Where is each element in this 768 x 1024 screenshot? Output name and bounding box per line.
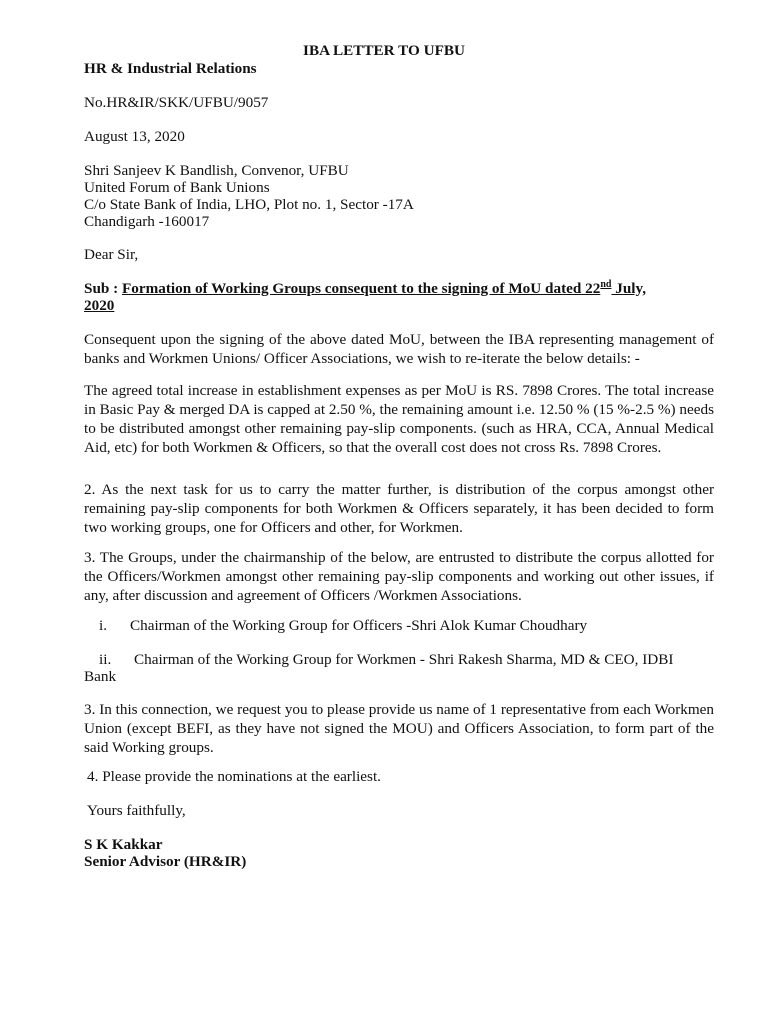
address-line-2: United Forum of Bank Unions: [84, 179, 270, 196]
subject-line-2: [84, 296, 720, 315]
list-text-workmen: Chairman of the Working Group for Workmen - Shri Rakesh Sharma, MD & CEO, IDBI: [134, 651, 674, 668]
signatory-title: Senior Advisor (HR&IR): [84, 853, 247, 870]
letter-title: IBA LETTER TO UFBU: [303, 42, 465, 59]
department-heading: HR & Industrial Relations: [84, 60, 257, 77]
letter-date: August 13, 2020: [84, 128, 185, 145]
paragraph-intro: Consequent upon the signing of the above dated MoU, between the IBA representing management of banks and Workmen Unions/ Officer Associations, we wish to re-iterate the below details: -: [84, 331, 714, 367]
subject-text-end: July,: [611, 280, 647, 297]
list-number-i: i.: [99, 617, 108, 634]
list-text-officers: Chairman of the Working Group for Officers -Shri Alok Kumar Choudhary: [130, 617, 588, 634]
paragraph-next-task: 2. As the next task for us to carry the matter further, is distribution of the corpus amongst other remaining pay-slip components for both Workmen & Officers separately, it has been decided to form two working groups, one for Officers and other, for Workmen.: [84, 481, 714, 536]
salutation: Dear Sir,: [84, 246, 139, 263]
paragraph-groups: 3. The Groups, under the chairmanship of the below, are entrusted to distribute the corpus allotted for the Officers/Workmen amongst other remaining pay-slip components and working out other issues, if any, after discussion and agreement of Officers /Workmen Associations.: [84, 549, 714, 604]
subject-text: Formation of Working Groups consequent to the signing of MoU dated 22: [122, 280, 601, 297]
address-line-1: Shri Sanjeev K Bandlish, Convenor, UFBU: [84, 162, 349, 179]
paragraph-expenses: The agreed total increase in establishment expenses as per MoU is RS. 7898 Crores. The total increase in Basic Pay & merged DA is capped at 2.50 %, the remaining amount i.e. 12.50 % (15 %-2.5 %) needs to be distributed amongst other remaining pay-slip components. (such as HRA, CCA, Annual Medical Aid, etc) for both Workmen & Officers, so that the overall cost does not cross Rs. 7898 Crores.: [84, 382, 714, 456]
closing: Yours faithfully,: [87, 802, 186, 819]
paragraph-request: 3. In this connection, we request you to please provide us name of 1 representative from each Workmen Union (except BEFI, as they have not signed the MOU) and Officers Association, to form part of the said Working groups.: [84, 701, 714, 756]
list-item-officers: [84, 616, 720, 635]
address-line-4: Chandigarh -160017: [84, 213, 210, 230]
subject-prefix: Sub :: [84, 280, 122, 297]
signatory-name: S K Kakkar: [84, 836, 163, 853]
address-line-3: C/o State Bank of India, LHO, Plot no. 1, Sector -17A: [84, 196, 414, 213]
list-text-workmen-cont: Bank: [84, 668, 117, 685]
subject-superscript: nd: [600, 278, 612, 290]
subject-year: 2020: [84, 297, 115, 314]
paragraph-nominations: 4. Please provide the nominations at the earliest.: [87, 768, 381, 785]
list-number-ii: ii.: [99, 651, 112, 668]
reference-number: No.HR&IR/SKK/UFBU/9057: [84, 94, 269, 111]
